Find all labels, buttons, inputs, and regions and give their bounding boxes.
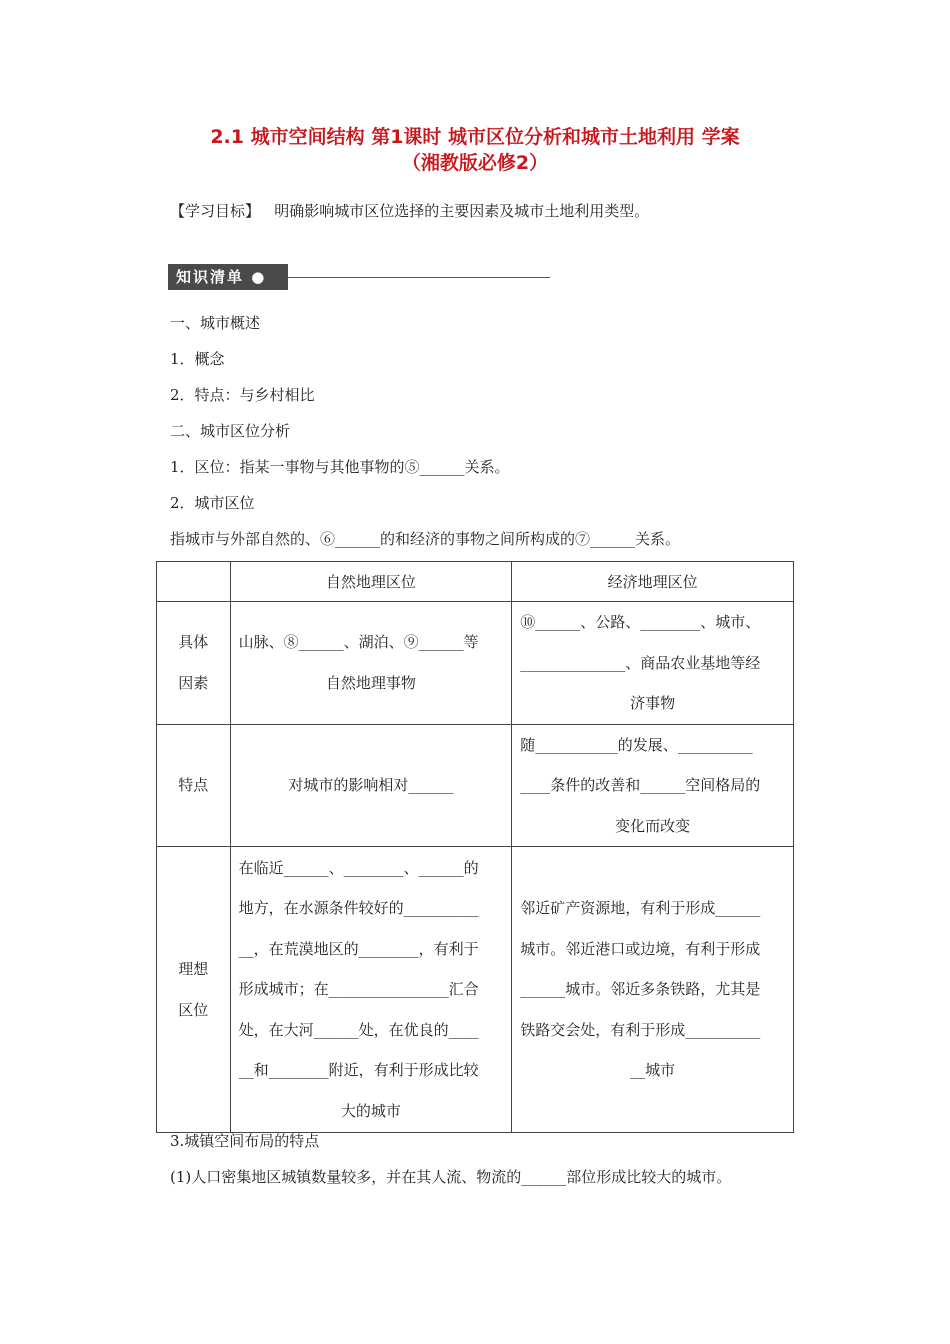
item-concept: 1．概念 (170, 350, 225, 368)
city-location-definition: 指城市与外部自然的、⑥______的和经济的事物之间所构成的⑦______关系。 (170, 530, 681, 548)
item-urban-layout-1: (1)人口密集地区城镇数量较多，并在其人流、物流的______部位形成比较大的城市。 (170, 1168, 732, 1186)
section-divider (288, 277, 550, 278)
document-subtitle: （湘教版必修2） (401, 152, 549, 174)
table-cell: 邻近矿产资源地，有利于形成______ 城市。邻近港口或边境，有利于形成 ______城市。邻近多条铁路，尤其是 铁路交会处，有利于形成__________ __城市 (512, 847, 794, 1133)
heading-location-analysis: 二、城市区位分析 (170, 422, 291, 440)
item-city-location: 2．城市区位 (170, 494, 255, 512)
row-label: 具体 因素 (157, 602, 231, 725)
item-urban-layout: 3.城镇空间布局的特点 (170, 1132, 320, 1150)
item-features: 2．特点：与乡村相比 (170, 386, 315, 404)
table-cell: 随___________的发展、__________ ____条件的改善和______空间格局的 变化而改变 (512, 724, 794, 847)
learning-objective: 【学习目标】 明确影响城市区位选择的主要因素及城市土地利用类型。 (170, 202, 650, 220)
item-location-definition: 1．区位：指某一事物与其他事物的⑤______关系。 (170, 458, 510, 476)
document-title: 2.1 城市空间结构 第1课时 城市区位分析和城市土地利用 学案 (210, 126, 740, 148)
row-label: 理想 区位 (157, 847, 231, 1133)
table-row (157, 724, 794, 847)
table-row (157, 602, 794, 725)
section-label: 知识清单 ● (168, 264, 288, 290)
row-label: 特点 (157, 724, 231, 847)
heading-city-overview: 一、城市概述 (170, 314, 261, 332)
table-cell: 在临近______、________、______的 地方，在水源条件较好的__________ __，在荒漠地区的________，有利于 形成城市；在________________汇合 处，在大河______处，在优良的____ __和________附近，有利于形成比较 大的城市 (230, 847, 512, 1133)
table-cell: 对城市的影响相对______ (230, 724, 512, 847)
table-cell: 山脉、⑧______、湖泊、⑨______等 自然地理事物 (230, 602, 512, 725)
location-table (156, 561, 794, 1133)
table-header-cell: 自然地理区位 (230, 562, 512, 602)
table-cell: ⑩______、公路、________、城市、 ______________、商品农业基地等经 济事物 (512, 602, 794, 725)
table-header-cell: 经济地理区位 (512, 562, 794, 602)
table-header-row (157, 562, 794, 602)
table-header-cell (157, 562, 231, 602)
table-row (157, 847, 794, 1133)
